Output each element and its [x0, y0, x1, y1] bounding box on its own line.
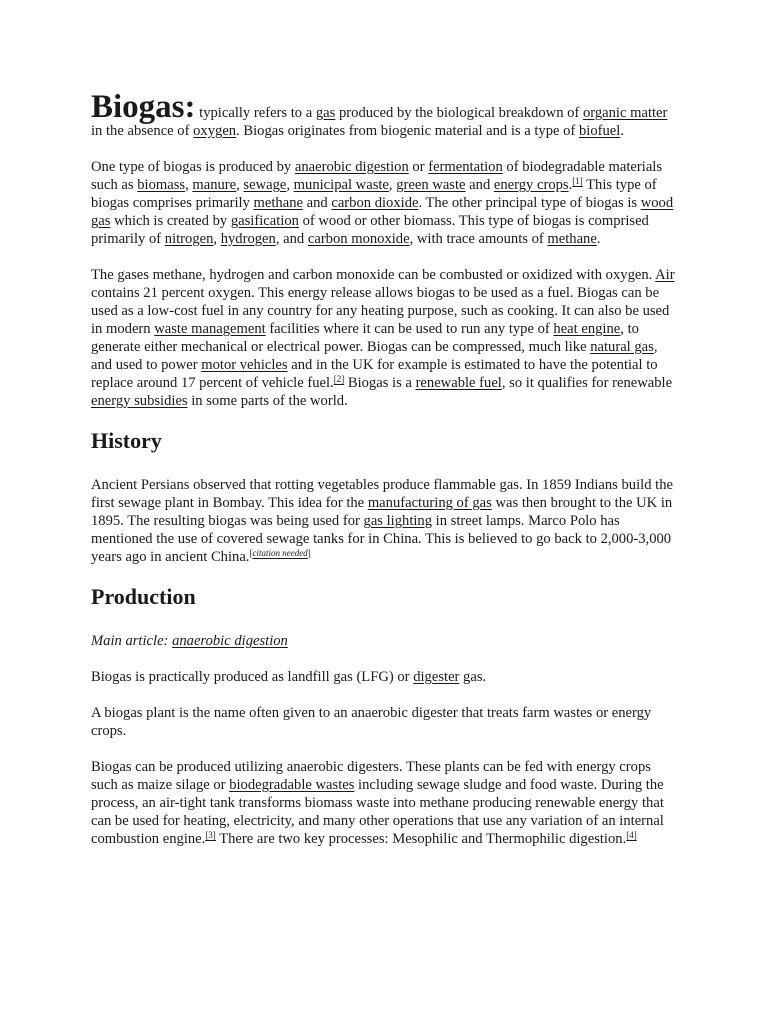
- link-energy-crops[interactable]: energy crops: [493, 177, 569, 193]
- intro-paragraph-3: The gases methane, hydrogen and carbon monoxide can be combusted or oxidized with oxygen. Air contains 21 percent oxygen. This energy release allows biogas to be used as a fuel. Biogas can be used as a low-cost fuel in any country for any heating purpose, such as cooking. It can also be used in modern waste management facilities where it can be used to run any type of heat engine, to generate either mechanical or electrical power. Biogas can be compressed, much like natural gas, and used to power motor vehicles and in the UK for example is estimated to have the potential to replace around 17 percent of vehicle fuel.[2] Biogas is a renewable fuel, so it qualifies for renewable energy subsidies in some parts of the world.: [91, 267, 675, 409]
- link-nitrogen[interactable]: nitrogen: [164, 231, 214, 247]
- section-heading-history: History: [91, 428, 162, 453]
- link-waste-management[interactable]: waste management: [154, 321, 266, 337]
- page-title: Biogas:: [91, 89, 196, 125]
- link-air[interactable]: Air: [655, 267, 675, 283]
- link-organic-matter[interactable]: organic matter: [582, 105, 668, 121]
- link-heat-engine[interactable]: heat engine: [553, 321, 621, 337]
- production-paragraph-3: Biogas can be produced utilizing anaerobic digesters. These plants can be fed with energy crops such as maize silage or biodegradable wastes including sewage sludge and food waste. During the process, an air-tight tank transforms biomass waste into methane producing renewable energy that can be used for heating, electricity, and many other operations that use any variation of an internal combustion engine.[3] There are two key processes: Mesophilic and Thermophilic digestion.[4]: [91, 759, 664, 847]
- document-page: [91, 89, 681, 866]
- link-carbon-monoxide[interactable]: carbon monoxide: [307, 231, 410, 247]
- link-biofuel[interactable]: biofuel: [578, 123, 621, 139]
- link-renewable-fuel[interactable]: renewable fuel: [415, 375, 502, 391]
- link-natural-gas[interactable]: natural gas: [590, 339, 654, 355]
- link-gas[interactable]: gas: [315, 105, 336, 121]
- link-methane-2[interactable]: methane: [547, 231, 597, 247]
- reference-3: [205, 830, 216, 840]
- link-biomass[interactable]: biomass: [137, 177, 186, 193]
- reference-link-4[interactable]: [4]: [626, 830, 637, 840]
- production-paragraph-1: Biogas is practically produced as landfill gas (LFG) or digester gas.: [91, 669, 487, 685]
- link-gasification[interactable]: gasification: [230, 213, 299, 229]
- link-anaerobic-digestion[interactable]: anaerobic digestion: [294, 159, 409, 175]
- reference-link-3[interactable]: [3]: [205, 830, 216, 840]
- production-paragraph-2: A biogas plant is the name often given to an anaerobic digester that treats farm wastes or energy crops.: [91, 705, 652, 739]
- link-hydrogen[interactable]: hydrogen: [220, 231, 276, 247]
- link-municipal-waste[interactable]: municipal waste: [293, 177, 389, 193]
- intro-paragraph-2: One type of biogas is produced by anaerobic digestion or fermentation of biodegradable materials such as biomass, manure, sewage, municipal waste, green waste and energy crops.[1] This type of biogas comprises primarily methane and carbon dioxide. The other principal type of biogas is wood gas which is created by gasification of wood or other biomass. This type of biogas is comprised primarily of nitrogen, hydrogen, and carbon monoxide, with trace amounts of methane.: [91, 159, 674, 247]
- link-biodegradable-wastes[interactable]: biodegradable wastes: [229, 777, 355, 793]
- link-digester[interactable]: digester: [413, 669, 460, 685]
- link-methane[interactable]: methane: [253, 195, 303, 211]
- history-paragraph: Ancient Persians observed that rotting vegetables produce flammable gas. In 1859 Indians build the first sewage plant in Bombay. This idea for the manufacturing of gas was then brought to the UK in 1895. The resulting biogas was being used for gas lighting in street lamps. Marco Polo has mentioned the use of covered sewage tanks for in China. This is believed to go back to 2,000-3,000 years ago in ancient China.[citation needed]: [91, 477, 673, 565]
- citation-needed: [citation needed]: [249, 548, 311, 558]
- link-manufacturing-of-gas[interactable]: manufacturing of gas: [367, 495, 492, 511]
- main-article-note: Main article: anaerobic digestion: [91, 633, 288, 649]
- link-manure[interactable]: manure: [192, 177, 237, 193]
- link-main-article-anaerobic-digestion[interactable]: anaerobic digestion: [172, 633, 288, 649]
- link-fermentation[interactable]: fermentation: [428, 159, 503, 175]
- reference-2: [334, 374, 345, 384]
- link-sewage[interactable]: sewage: [243, 177, 287, 193]
- link-wood-gas[interactable]: wood gas: [91, 195, 674, 229]
- section-heading-production: Production: [91, 584, 196, 609]
- link-energy-subsidies[interactable]: energy subsidies: [91, 393, 188, 409]
- reference-link-1[interactable]: [1]: [572, 176, 583, 186]
- link-carbon-dioxide[interactable]: carbon dioxide: [331, 195, 419, 211]
- reference-1: [572, 176, 583, 186]
- citation-needed-link[interactable]: citation needed: [252, 548, 308, 558]
- intro-paragraph-1: Biogas: typically refers to a gas produced by the biological breakdown of organic matter in the absence of oxygen. Biogas originates from biogenic material and is a type of biofuel.: [91, 89, 668, 139]
- link-oxygen[interactable]: oxygen: [193, 123, 237, 139]
- link-green-waste[interactable]: green waste: [396, 177, 466, 193]
- link-gas-lighting[interactable]: gas lighting: [363, 513, 433, 529]
- reference-link-2[interactable]: [2]: [333, 374, 345, 384]
- reference-4: [626, 830, 637, 840]
- link-motor-vehicles[interactable]: motor vehicles: [201, 357, 288, 373]
